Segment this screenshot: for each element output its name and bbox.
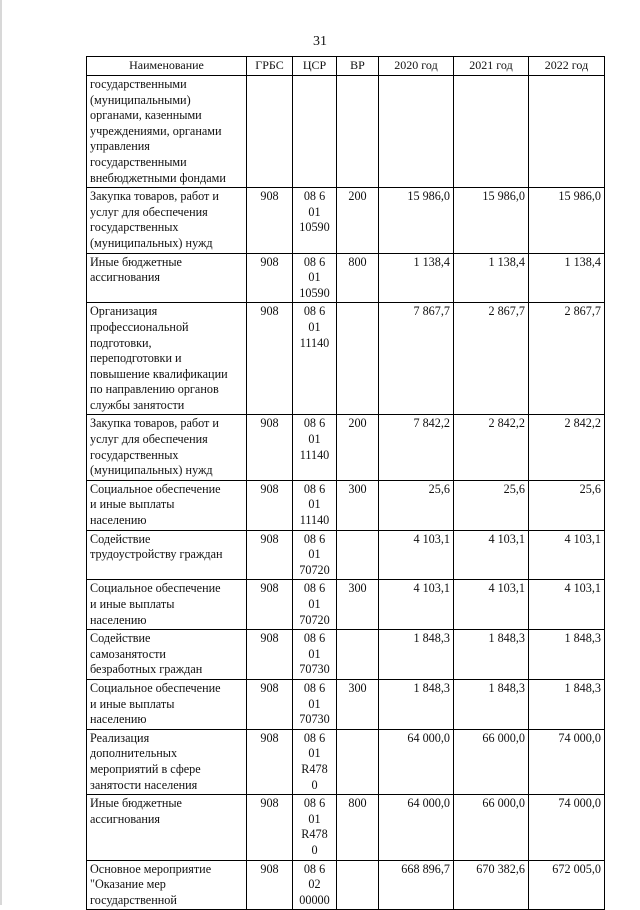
cell-csr	[293, 76, 337, 188]
cell-grbs: 908	[247, 415, 293, 480]
cell-name: Иные бюджетные ассигнования	[87, 253, 247, 303]
table-row	[87, 860, 605, 910]
cell-2021: 4 103,1	[454, 580, 529, 630]
header-name: Наименование	[87, 57, 247, 76]
table-row	[87, 530, 605, 580]
cell-2021: 66 000,0	[454, 729, 529, 794]
cell-name: государственными (муниципальными) органами, казенными учреждениями, органами управления государственными внебюджетными фондами	[87, 76, 247, 188]
cell-2021: 1 138,4	[454, 253, 529, 303]
cell-2020: 1 138,4	[379, 253, 454, 303]
table-row	[87, 303, 605, 415]
cell-2022: 25,6	[529, 480, 605, 530]
cell-vr: 200	[337, 415, 379, 480]
table-row	[87, 188, 605, 253]
cell-2020: 25,6	[379, 480, 454, 530]
cell-csr: 08 6 01 11140	[293, 415, 337, 480]
cell-grbs: 908	[247, 729, 293, 794]
cell-2020: 7 842,2	[379, 415, 454, 480]
cell-csr: 08 6 01 10590	[293, 253, 337, 303]
cell-csr: 08 6 01 70730	[293, 679, 337, 729]
cell-2022: 672 005,0	[529, 860, 605, 910]
cell-grbs: 908	[247, 253, 293, 303]
cell-grbs: 908	[247, 795, 293, 860]
cell-csr: 08 6 01 11140	[293, 480, 337, 530]
cell-2021: 66 000,0	[454, 795, 529, 860]
cell-2020: 64 000,0	[379, 795, 454, 860]
cell-name: Социальное обеспечение и иные выплаты населению	[87, 580, 247, 630]
cell-grbs: 908	[247, 679, 293, 729]
cell-name: Закупка товаров, работ и услуг для обеспечения государственных (муниципальных) нужд	[87, 188, 247, 253]
cell-name: Иные бюджетные ассигнования	[87, 795, 247, 860]
header-csr: ЦСР	[293, 57, 337, 76]
cell-2021: 1 848,3	[454, 630, 529, 680]
cell-2022: 15 986,0	[529, 188, 605, 253]
cell-2020: 7 867,7	[379, 303, 454, 415]
cell-2021: 2 842,2	[454, 415, 529, 480]
table-row	[87, 729, 605, 794]
page-number: 31	[313, 34, 327, 49]
cell-csr: 08 6 01 10590	[293, 188, 337, 253]
cell-grbs: 908	[247, 580, 293, 630]
cell-grbs: 908	[247, 188, 293, 253]
cell-2020: 64 000,0	[379, 729, 454, 794]
header-vr: ВР	[337, 57, 379, 76]
cell-2022: 4 103,1	[529, 580, 605, 630]
cell-csr: 08 6 01 70720	[293, 580, 337, 630]
page-fold-shadow	[0, 0, 2, 905]
budget-table	[86, 56, 605, 910]
cell-vr	[337, 303, 379, 415]
cell-name: Закупка товаров, работ и услуг для обеспечения государственных (муниципальных) нужд	[87, 415, 247, 480]
cell-2020	[379, 76, 454, 188]
cell-vr: 800	[337, 253, 379, 303]
cell-vr	[337, 729, 379, 794]
cell-2022: 1 848,3	[529, 630, 605, 680]
cell-vr	[337, 630, 379, 680]
cell-2021: 670 382,6	[454, 860, 529, 910]
cell-csr: 08 6 02 00000	[293, 860, 337, 910]
header-2021: 2021 год	[454, 57, 529, 76]
table-row	[87, 795, 605, 860]
table-header	[87, 57, 605, 76]
header-2022: 2022 год	[529, 57, 605, 76]
cell-vr: 300	[337, 480, 379, 530]
cell-2021: 25,6	[454, 480, 529, 530]
cell-2020: 4 103,1	[379, 530, 454, 580]
table-body	[87, 76, 605, 910]
cell-vr	[337, 530, 379, 580]
cell-vr	[337, 76, 379, 188]
cell-name: Реализация дополнительных мероприятий в сфере занятости населения	[87, 729, 247, 794]
cell-name: Основное мероприятие "Оказание мер государственной	[87, 860, 247, 910]
cell-2021: 4 103,1	[454, 530, 529, 580]
table-row	[87, 415, 605, 480]
cell-2021: 1 848,3	[454, 679, 529, 729]
header-grbs: ГРБС	[247, 57, 293, 76]
cell-csr: 08 6 01 70720	[293, 530, 337, 580]
cell-2022: 4 103,1	[529, 530, 605, 580]
cell-2020: 668 896,7	[379, 860, 454, 910]
cell-grbs	[247, 76, 293, 188]
cell-vr: 300	[337, 580, 379, 630]
cell-2020: 4 103,1	[379, 580, 454, 630]
cell-grbs: 908	[247, 530, 293, 580]
cell-2021: 2 867,7	[454, 303, 529, 415]
cell-2022: 1 848,3	[529, 679, 605, 729]
cell-name: Организация профессиональной подготовки, переподготовки и повышение квалификации по направлению органов службы занятости	[87, 303, 247, 415]
cell-vr: 300	[337, 679, 379, 729]
cell-name: Социальное обеспечение и иные выплаты населению	[87, 480, 247, 530]
cell-csr: 08 6 01 R478 0	[293, 795, 337, 860]
table-row	[87, 679, 605, 729]
cell-2020: 15 986,0	[379, 188, 454, 253]
cell-csr: 08 6 01 11140	[293, 303, 337, 415]
cell-name: Содействие самозанятости безработных граждан	[87, 630, 247, 680]
cell-grbs: 908	[247, 303, 293, 415]
header-row	[87, 57, 605, 76]
cell-2022: 74 000,0	[529, 795, 605, 860]
table-row	[87, 76, 605, 188]
cell-grbs: 908	[247, 480, 293, 530]
cell-csr: 08 6 01 R478 0	[293, 729, 337, 794]
cell-vr: 200	[337, 188, 379, 253]
table-row	[87, 580, 605, 630]
cell-vr	[337, 860, 379, 910]
header-2020: 2020 год	[379, 57, 454, 76]
cell-2022	[529, 76, 605, 188]
cell-name: Социальное обеспечение и иные выплаты населению	[87, 679, 247, 729]
cell-2022: 2 867,7	[529, 303, 605, 415]
cell-2020: 1 848,3	[379, 630, 454, 680]
table-row	[87, 253, 605, 303]
table-row	[87, 630, 605, 680]
cell-csr: 08 6 01 70730	[293, 630, 337, 680]
cell-2020: 1 848,3	[379, 679, 454, 729]
cell-2021: 15 986,0	[454, 188, 529, 253]
cell-2022: 1 138,4	[529, 253, 605, 303]
cell-2022: 74 000,0	[529, 729, 605, 794]
cell-2021	[454, 76, 529, 188]
cell-name: Содействие трудоустройству граждан	[87, 530, 247, 580]
cell-grbs: 908	[247, 630, 293, 680]
cell-grbs: 908	[247, 860, 293, 910]
cell-2022: 2 842,2	[529, 415, 605, 480]
table-row	[87, 480, 605, 530]
cell-vr: 800	[337, 795, 379, 860]
